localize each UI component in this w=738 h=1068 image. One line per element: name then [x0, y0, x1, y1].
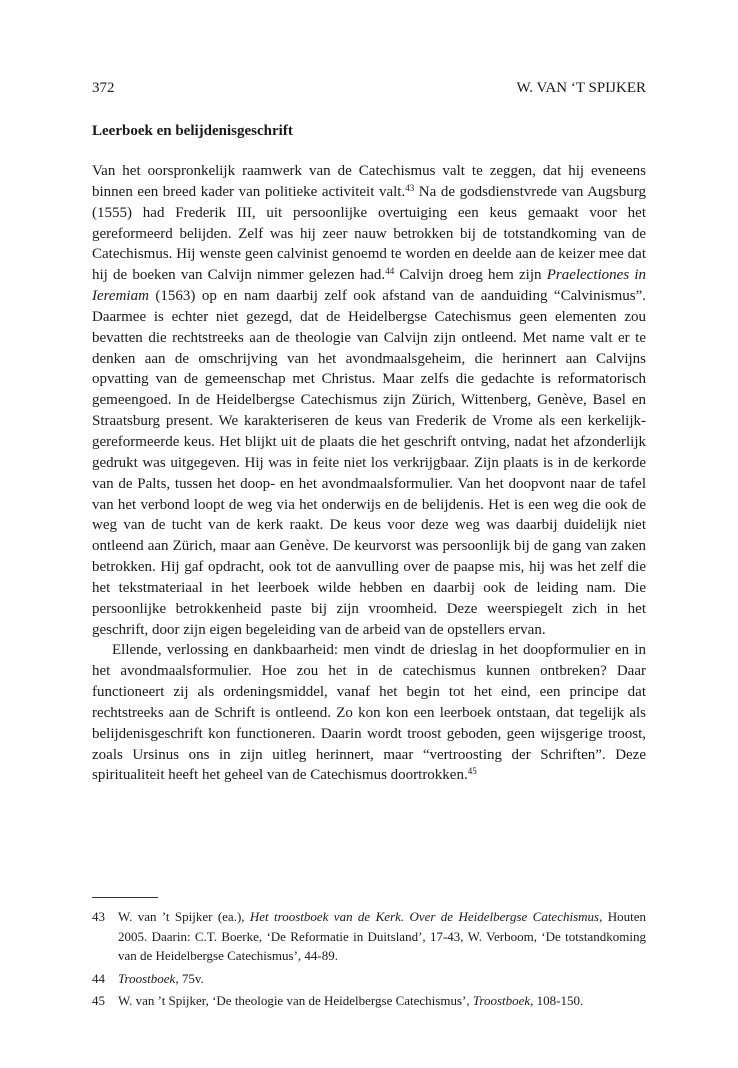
footnote-italic-title: Troostboek — [118, 970, 176, 986]
running-title: W. VAN ‘T SPIJKER — [516, 80, 646, 96]
body-text — [92, 161, 646, 786]
footnote-ref-45: 45 — [467, 766, 477, 777]
footnote-ref-43: 43 — [405, 182, 415, 193]
footnote-number: 44 — [92, 970, 105, 986]
footnote-ref-44: 44 — [385, 266, 395, 277]
running-head — [92, 79, 646, 97]
footnote-text — [118, 907, 646, 966]
section-title: Leerboek en belijdenisgeschrift — [92, 123, 293, 139]
footnote-italic-title: Troostboek — [472, 993, 531, 1008]
footnote-text-post: , 108-150. — [530, 993, 584, 1008]
page-number: 372 — [92, 80, 115, 96]
paragraph-1-part-3: Calvijn droeg hem zijn — [394, 267, 547, 284]
footnote-text-post: , 75v. — [175, 970, 204, 986]
footnote — [92, 991, 646, 1011]
footnote-text-pre: W. van ’t Spijker, ‘De theologie van de Heidelbergse Catechismus’, — [118, 993, 473, 1008]
footnote-text — [118, 991, 646, 1011]
footnote-separator — [92, 897, 158, 898]
book-title: Praelectiones in Ieremiam — [92, 267, 646, 305]
footnotes — [92, 907, 646, 1014]
footnote-number: 43 — [92, 909, 105, 924]
paragraph-1 — [92, 161, 646, 640]
paragraph-1-part-2: Na de godsdienstvrede van Augsburg (1555) had Frederik III, uit persoonlijke overtuiging een keus gemaakt voor het gereformeerd belijden. Zelf was hij zeer nauw betrokken bij de totstandkoming van de Catechismus. Hij wenste geen calvinist genoemd te worden en deelde aan de keizer mee dat hij de boeken van Calvijn nimmer gelezen had. — [92, 183, 646, 284]
footnote-italic-title: Het troostboek van de Kerk. Over de Heidelbergse Catechismus — [249, 909, 600, 924]
footnote-text-pre: W. van ’t Spijker (ea.), — [118, 909, 250, 924]
footnote-text-post: , Houten 2005. Daarin: C.T. Boerke, ‘De Reformatie in Duitsland’, 17-43, W. Verboom, ‘De totstandkoming van de Heidelbergse Catechismus’, 44-89. — [118, 909, 646, 963]
footnote-number: 45 — [92, 993, 105, 1008]
paragraph-1-part-1: Van het oorspronkelijk raamwerk van de Catechismus valt te zeggen, dat hij eveneens binnen een breed kader van politieke activiteit valt. — [92, 163, 646, 200]
paragraph-2-text: Ellende, verlossing en dankbaarheid: men vindt de drieslag in het doopformulier en in het avondmaalsformulier. Hoe zou het in de catechismus kunnen ontbreken? Daar functioneert zij als ordeningsmiddel, vanaf het begin tot het eind, een principe dat rechtstreeks aan de Schrift is ontleend. Zo kon kon een leerboek ontstaan, dat tegelijk als belijdenisgeschrift kon functioneren. Daarin wordt troost geboden, geen wijsgerige troost, zoals Ursinus ons in zijn uitleg herinnert, maar “vertroosting der Schriften”. Deze spiritualiteit heeft het geheel van de Catechismus doortrokken. — [92, 642, 646, 784]
footnote — [92, 907, 646, 966]
paragraph-2 — [92, 640, 646, 786]
footnote — [92, 969, 646, 989]
footnote-text — [118, 969, 646, 989]
paragraph-1-part-4: (1563) op en nam daarbij zelf ook afstand van de aanduiding “Calvinismus”. Daarmee is echter niet gezegd, dat de Heidelbergse Catechismus geen elementen zou bevatten die rechtstreeks aan de theologie van Calvijn zijn ontleend. Met name valt er te denken aan de omschrijving van het avondmaalsgeheim, die herinnert aan Calvijns opvatting van de gemeenschap met Christus. Maar zelfs die gedachte is reformatorisch gemeengoed. In de Heidelbergse Catechismus zijn Zürich, Wittenberg, Genève, Basel en Straatsburg present. We karakteriseren de keus van Frederik de Vrome als een kerkelijk-gereformeerde keus. Het blijkt uit de plaats die het geschrift ontving, nadat het afzonderlijk gedrukt was uitgegeven. Hij was in feite niet los verkrijgbaar. Zijn plaats is in de kerkorde van de Palts, tussen het doop- en het avondmaalsformulier. Van het doopvont naar de tafel van het verbond loopt de weg via het onderwijs en de belijdenis. Het is een weg die ook de weg van de tucht van de kerk raakt. De keus voor deze weg was daarbij duidelijk niet ontleend aan Zürich, maar aan Genève. De keurvorst was persoonlijk bij de gang van zaken betrokken. Hij gaf opdracht, ook tot de aanvulling over de paapse mis, hij was het zelf die het tekstmateriaal in het leerboek wilde hebben en daarbij ook de leiding nam. Die persoonlijke betrokkenheid paste bij zijn vroomheid. Deze weerspiegelt zich in het geschrift, door zijn eigen begeleiding van de arbeid van de opstellers ervan. — [92, 288, 646, 638]
